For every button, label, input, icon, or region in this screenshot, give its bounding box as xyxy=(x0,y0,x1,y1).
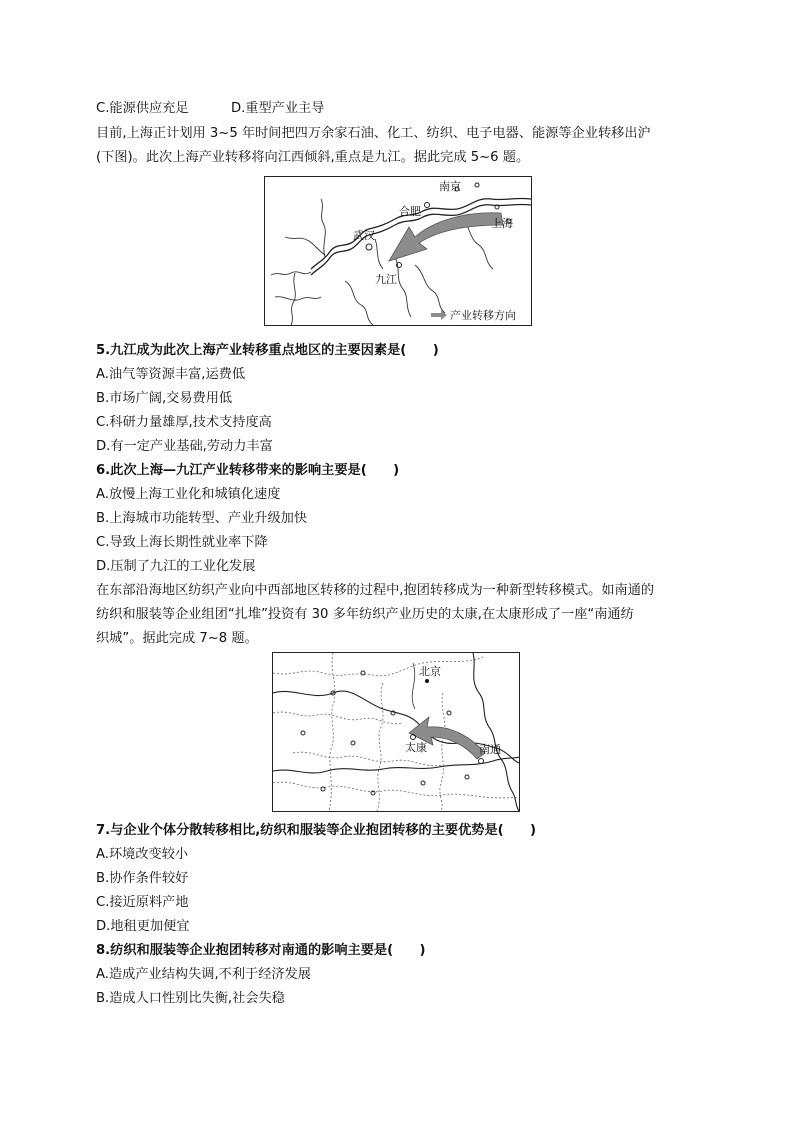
option-line-cd xyxy=(96,100,324,118)
tributary xyxy=(345,281,373,325)
legend-arrow-icon xyxy=(431,310,447,320)
hefei-marker xyxy=(425,203,430,208)
tributary xyxy=(395,257,411,317)
yangtze-river xyxy=(273,757,519,773)
q6-option-c: C.导致上海长期性就业率下降 xyxy=(96,535,268,550)
q7-option-d: D.地租更加便宜 xyxy=(96,919,190,934)
boundary-line xyxy=(329,653,335,811)
wuhan-marker xyxy=(366,244,372,250)
option-c: C.能源供应充足 xyxy=(96,101,189,116)
transfer-arrow xyxy=(389,213,503,261)
q5-option-b: B.市场广阔,交易费用低 xyxy=(96,391,233,406)
city-dot xyxy=(421,781,425,785)
q7-option-a: A.环境改变较小 xyxy=(96,847,189,862)
passage2-line2: 纺织和服装等企业组团“扎堆”投资有 30 多年纺织产业历史的太康,在太康形成了一座“南通纺 xyxy=(96,607,634,622)
passage2-line3: 织城”。据此完成 7~8 题。 xyxy=(96,631,258,646)
city-dot xyxy=(321,787,325,791)
city-dot xyxy=(351,741,355,745)
city-dot xyxy=(301,731,305,735)
q8-option-a: A.造成产业结构失调,不利于经济发展 xyxy=(96,967,311,982)
label-taikang: 太康 xyxy=(405,741,427,754)
boundary-line xyxy=(440,693,445,811)
map1-svg xyxy=(265,177,531,325)
label-jiujiang: 九江 xyxy=(375,273,397,286)
label-wuhan: 武汉 xyxy=(353,229,375,242)
q6-stem: 6.此次上海—九江产业转移带来的影响主要是( ) xyxy=(96,463,400,478)
city-dot xyxy=(465,775,469,779)
q6-option-a: A.放慢上海工业化和城镇化速度 xyxy=(96,487,281,502)
tributary xyxy=(285,237,325,255)
q7-stem: 7.与企业个体分散转移相比,纺织和服装等企业抱团转移的主要优势是( ) xyxy=(96,823,537,838)
tributary xyxy=(321,199,325,257)
q6-option-b: B.上海城市功能转型、产业升级加快 xyxy=(96,511,308,526)
industry-transfer-map-nantong xyxy=(272,652,520,812)
city-dot xyxy=(447,711,451,715)
boundary-line xyxy=(273,782,519,798)
q5-option-a: A.油气等资源丰富,运费低 xyxy=(96,367,246,382)
tributary xyxy=(415,265,445,313)
passage1-line2: (下图)。此次上海产业转移将向江西倾斜,重点是九江。据此完成 5~6 题。 xyxy=(96,150,530,165)
boundary-line xyxy=(273,712,403,724)
label-beijing: 北京 xyxy=(419,665,441,678)
tributary xyxy=(412,663,415,709)
industry-transfer-map-shanghai xyxy=(264,176,532,326)
legend-label: 产业转移方向 xyxy=(450,309,516,322)
boundary-line xyxy=(293,752,443,766)
map2-svg xyxy=(273,653,519,811)
label-nantong: 南通 xyxy=(479,743,501,756)
option-d: D.重型产业主导 xyxy=(230,101,325,116)
q5-stem: 5.九江成为此次上海产业转移重点地区的主要因素是( ) xyxy=(96,343,439,358)
tributary xyxy=(291,273,295,325)
tributary xyxy=(275,297,321,300)
passage2-line1: 在东部沿海地区纺织产业向中西部地区转移的过程中,抱团转移成为一种新型转移模式。如南通的 xyxy=(96,583,655,598)
tributary xyxy=(375,239,383,269)
coastline xyxy=(473,653,519,811)
passage1-line1: 目前,上海正计划用 3~5 年时间把四万余家石油、化工、纺织、电子电器、能源等企业转移出沪 xyxy=(96,126,651,141)
q6-option-d: D.压制了九江的工业化发展 xyxy=(96,559,256,574)
nantong-marker xyxy=(479,759,484,764)
label-shanghai: 上海 xyxy=(491,217,513,230)
tributary xyxy=(271,272,311,275)
boundary-line xyxy=(273,657,483,676)
q8-option-b: B.造成人口性别比失衡,社会失稳 xyxy=(96,991,285,1006)
city-dot xyxy=(475,183,479,187)
q8-stem: 8.纺织和服装等企业抱团转移对南通的影响主要是( ) xyxy=(96,943,426,958)
q5-option-d: D.有一定产业基础,劳动力丰富 xyxy=(96,439,273,454)
city-dot xyxy=(361,671,365,675)
q7-option-b: B.协作条件较好 xyxy=(96,871,189,886)
q5-option-c: C.科研力量雄厚,技术支持度高 xyxy=(96,415,272,430)
label-nanjing: 南京 xyxy=(439,180,461,193)
beijing-star-marker xyxy=(425,679,429,683)
q7-option-c: C.接近原料产地 xyxy=(96,895,189,910)
label-hefei: 合肥 xyxy=(399,205,421,218)
